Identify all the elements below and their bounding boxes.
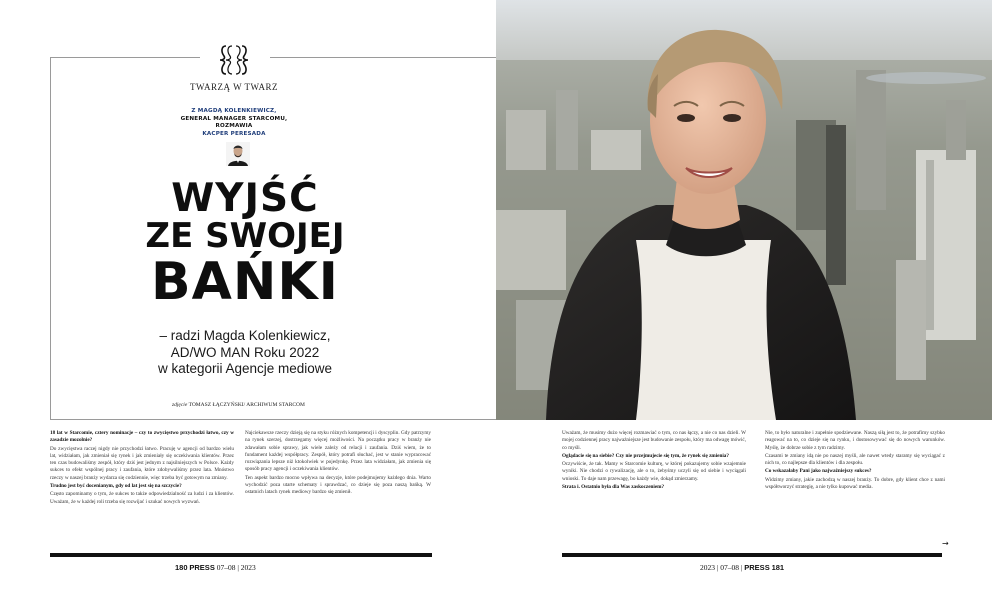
brand-right: PRESS xyxy=(744,563,770,572)
deck-line-1: – radzi Magda Kolenkiewicz, xyxy=(159,328,331,343)
press-curly-logo-icon xyxy=(216,44,252,76)
headline xyxy=(110,176,380,312)
issue-left: 07–08 | 2023 xyxy=(216,563,256,572)
column-4-paragraph xyxy=(765,468,945,475)
column-3-paragraph: Uważam, że musimy dużo więcej rozmawiać o tym, co nas łączy, a nie co nas dzieli. W mojej codziennej pracy najważniejsze jest budowanie zespołu, który ma odwagę mówić, co myśli. xyxy=(562,430,746,451)
column-3-paragraph xyxy=(562,453,746,460)
photo-credit-text: TOMASZ ŁĄCZYŃSKI/ ARCHIWUM STARCOM xyxy=(188,402,305,408)
portrait-photo xyxy=(496,0,992,420)
headline-line-1: WYJŚĆ xyxy=(171,176,319,221)
column-1-paragraph: Często zapominamy o tym, że sukces to także odpowiedzialność za ludzi i za klientów. Uważam, że w każdej roli trzeba się rozwijać i szukać nowych wyzwań. xyxy=(50,491,234,505)
photo-credit-prefix: zdjęcie xyxy=(172,402,188,408)
issue-right: 2023 | 07–08 | xyxy=(700,563,743,572)
footer-rule-left xyxy=(50,553,432,557)
question-text: 18 lat w Starcomie, cztery nominacje – czy to zwycięstwo przychodzi łatwo, czy w zasadzie mozolnie? xyxy=(50,430,234,444)
question-text: Strata i. Ostatnio była dla Was zaskoczeniem? xyxy=(562,484,665,491)
column-2-paragraph: Najciekawsze rzeczy dzieją się na styku różnych kompetencji i dyscyplin. Gdy patrzymy na rynek szerzej, dostrzegamy więcej możliwości. Na początku pracy w branży nie zdawałam sobie sprawy, jak wiele zależy od relacji i zaufania. Dziś wiem, że to fundament każdej współpracy. Zespół, który potrafi słuchać, jest w stanie wypracować rozwiązania lepsze niż ktokolwiek w pojedynkę. Przez lata widziałam, jak zmienia się sposób pracy agencji i oczekiwania klientów. xyxy=(245,430,431,473)
question-text: Oglądacie się na siebie? Czy nie przejmujecie się tym, że rynek się zmienia? xyxy=(562,452,729,459)
deck-line-3: w kategorii Agencje mediowe xyxy=(157,361,333,376)
folio-left xyxy=(175,563,256,572)
credits-verb: ROZMAWIA xyxy=(215,123,253,130)
column-4-paragraph: Czasami te zmiany idą nie po naszej myśli, ale nawet wtedy staramy się wyciągać z nich to, co najlepsze dla klientów i dla zespołu. xyxy=(765,452,945,467)
credits-role: GENERAL MANAGER STARCOMU, xyxy=(180,115,288,122)
column-3-paragraph: Oczywiście, że tak. Mamy w Starcomie kulturę, w której pokazujemy sobie wzajemnie wyniki. Nie chodzi o rywalizację, ale o to, żebyśmy uczyli się od siebie i wyciągali wnioski. To daje nam przewagę, bo każdy wie, dokąd zmierzamy. xyxy=(562,461,746,482)
column-1-paragraph xyxy=(50,430,234,445)
question-text: Trudno jest być docenianym, gdy od lat jest się na szczycie? xyxy=(50,483,182,490)
page-number-right: 181 xyxy=(771,563,785,572)
photo-credit xyxy=(172,402,332,408)
credits-interviewer: KACPER PERESADA xyxy=(202,130,266,137)
column-4-paragraph: Widzimy zmiany, jakie zachodzą w naszej branży. To dobre, gdy klient chce z nami współtworzyć strategię, a nie tylko kupować media. xyxy=(765,476,945,491)
headline-line-2: ZE SWOJEJ xyxy=(145,216,345,256)
deck xyxy=(140,328,350,378)
question-text: Co wskazałaby Pani jako najważniejszy sukces? xyxy=(765,468,872,475)
footer-rule-right xyxy=(562,553,942,557)
column-1-paragraph: Do zwycięstwa raczej nigdy nie przychodzi łatwo. Pracuję w agencji od bardzo wielu lat, widziałam, jak zmieniał się rynek i jak zmieniały się oczekiwania klientów. Przez ten czas budowaliśmy zespół, który dziś jest jednym z najsilniejszych w Polsce. Każdy sukces to efekt wspólnej pracy i zaufania, które zdobywaliśmy przez lata. Mnóstwo rzeczy w naszej branży wydarza się codziennie, więc trzeba być gotowym na zmiany. xyxy=(50,445,234,481)
column-2-paragraph: Ten aspekt bardzo mocno wpływa na decyzje, które podejmujemy każdego dnia. Warto wychodzić poza utarte schematy i sprawdzać, co dzieje się poza naszą bańką. W ostatnich latach rynek mediowy bardzo się zmienił. xyxy=(245,474,431,496)
body-column-1 xyxy=(50,430,234,550)
body-column-2 xyxy=(245,430,431,550)
continue-arrow-icon: → xyxy=(942,539,949,548)
section-label: TWARZĄ W TWARZ xyxy=(190,82,278,92)
page-number-left: 180 xyxy=(175,563,188,572)
body-column-3 xyxy=(562,430,746,550)
interview-credits xyxy=(170,108,298,138)
headline-line-3: BAŃKI xyxy=(150,252,340,312)
column-4-paragraph: Nie, to było naturalne i zupełnie spodziewane. Naszą siłą jest to, że potrafimy szybko reagować na to, co dzieje się na rynku, i dostosowywać się do nowych warunków. Myślę, że dobrze sobie z tym radzimy. xyxy=(765,430,945,451)
folio-right xyxy=(700,563,784,572)
credits-interviewee: Z MAGDĄ KOLENKIEWICZ, xyxy=(191,108,277,114)
column-1-paragraph xyxy=(50,483,234,490)
body-column-4 xyxy=(765,430,945,550)
deck-line-2: AD/WO MAN Roku 2022 xyxy=(170,344,320,360)
brand-left: PRESS xyxy=(189,563,215,572)
column-3-paragraph xyxy=(562,484,746,491)
interviewer-avatar xyxy=(226,142,250,166)
